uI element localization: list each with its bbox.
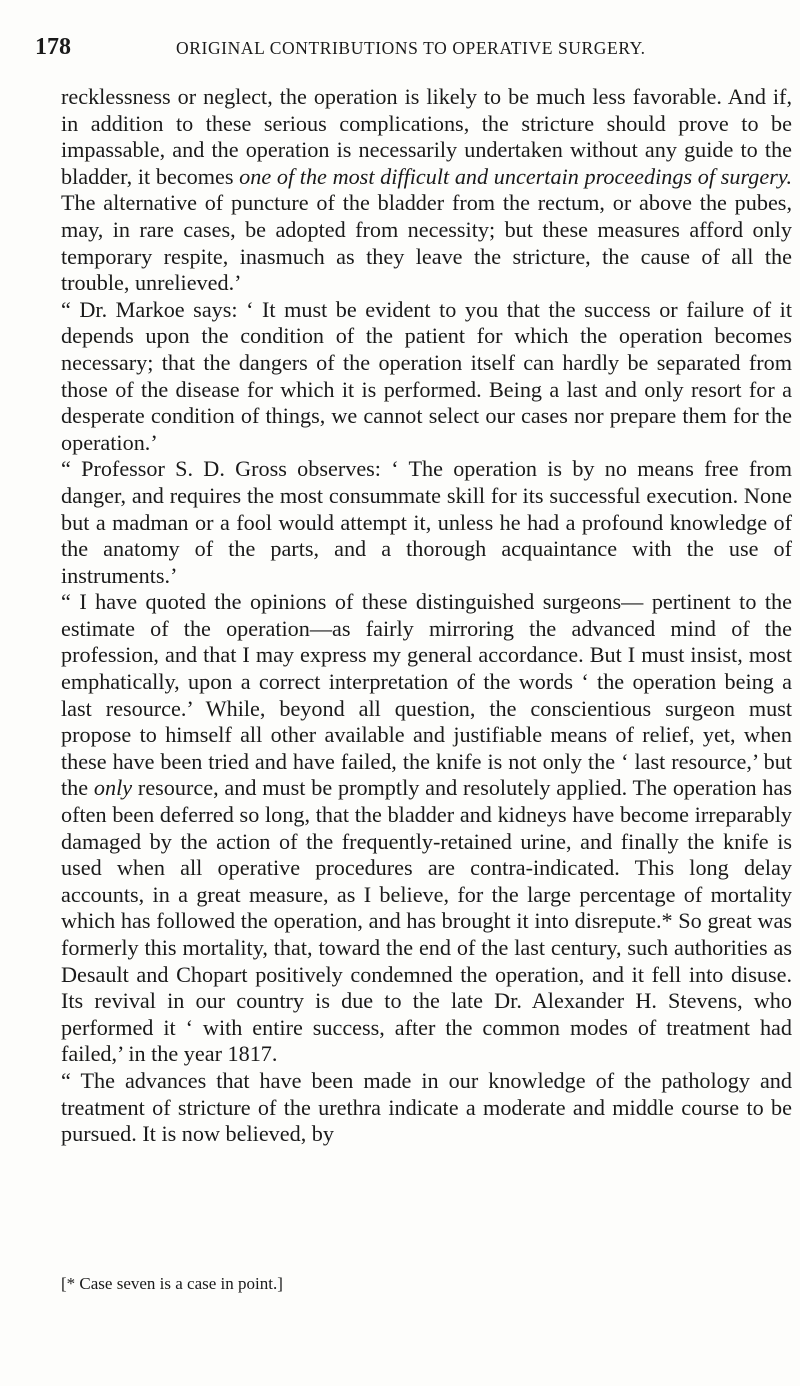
running-head: ORIGINAL CONTRIBUTIONS TO OPERATIVE SURGERY. [176,38,646,58]
paragraph: “ Dr. Markoe says: ‘ It must be evident to you that the success or failure of it depends upon the condition of the patient for which the operation becomes necessary; that the dangers of the operation itself can hardly be separated from those of the disease for which it is performed. Being a last and only resort for a desperate condition of things, we cannot select our cases nor prepare them for the operation.’ [61,296,792,455]
paragraph: “ I have quoted the opinions of these distinguished surgeons— pertinent to the estimate of the operation—as fairly mirroring the advanced mind of the profession, and that I may express my general accordance. But I must insist, most emphatically, upon a correct interpretation of the words ‘ the operation being a last resource.’ While, beyond all question, the conscientious surgeon must propose to himself all other available and justifiable means of relief, yet, when these have been tried and have failed, the knife is not only the ‘ last resource,’ but the only resource, and must be promptly and resolutely applied. The operation has often been deferred so long, that the bladder and kidneys have become irreparably damaged by the action of the frequently-retained urine, and finally the knife is used when all operative procedures are contra-indicated. This long delay accounts, in a great measure, as I believe, for the large percentage of mortality which has followed the operation, and has brought it into disrepute.* So great was formerly this mortality, that, toward the end of the last century, such authorities as Desault and Chopart positively condemned the operation, and it fell into disuse. Its revival in our country is due to the late Dr. Alexander H. Stevens, who performed it ‘ with entire success, after the common modes of treatment had failed,’ in the year 1817. [61,589,792,1067]
footnote: [* Case seven is a case in point.] [61,1274,283,1293]
page-number: 178 [35,34,71,60]
paragraph: “ Professor S. D. Gross observes: ‘ The operation is by no means free from danger, and requires the most consummate skill for its successful execution. None but a madman or a fool would attempt it, unless he had a profound knowledge of the anatomy of the parts, and a thorough acquaintance with the use of instruments.’ [61,456,792,588]
paragraph: “ The advances that have been made in our knowledge of the pathology and treatment of stricture of the urethra indicate a moderate and middle course to be pursued. It is now believed, by [61,1067,792,1147]
paragraph: recklessness or neglect, the operation is likely to be much less favorable. And if, in addition to these serious complications, the stricture should prove to be impassable, and the operation is necessarily undertaken without any guide to the bladder, it becomes one of the most difficult and uncertain proceedings of surgery. The alternative of puncture of the bladder from the rectum, or above the pubes, may, in rare cases, be adopted from necessity; but these measures afford only temporary respite, inasmuch as they leave the stricture, the cause of all the trouble, unrelieved.’ [61,84,792,296]
page-header [35,30,775,64]
body-text [61,84,792,1148]
